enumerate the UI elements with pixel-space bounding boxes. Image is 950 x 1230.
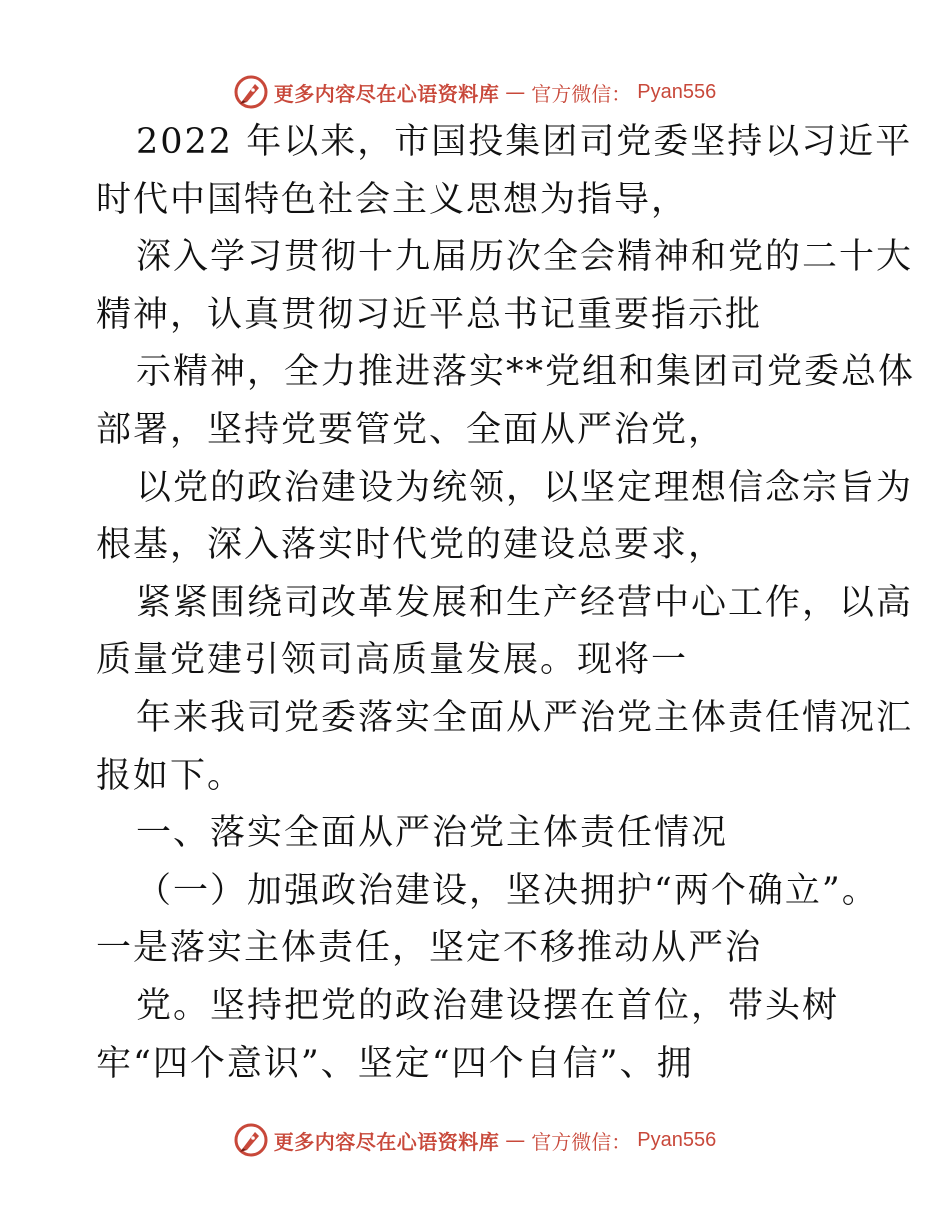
body-line: 紧紧围绕司改革发展和生产经营中心工作，以高 (136, 582, 914, 623)
body-line: 质量党建引领司高质量发展。现将一 (96, 640, 689, 681)
body-line: 深入学习贯彻十九届历次全会精神和党的二十大 (136, 237, 914, 278)
body-line: 时代中国特色社会主义思想为指导， (96, 179, 689, 220)
pen-nib-logo-icon (234, 75, 268, 109)
body-line: 一是落实主体责任，坚定不移推动从严治 (96, 928, 763, 969)
banner-wechat-label: 官方微信： (531, 81, 632, 106)
body-line: 牢“四个意识”、坚定“四个自信”、拥 (96, 1043, 694, 1084)
pen-nib-logo-icon (234, 1123, 268, 1157)
banner-wechat-id: Pyan556 (637, 80, 717, 103)
banner-site-text: 更多内容尽在心语资料库 (273, 81, 500, 106)
section-heading: 一、落实全面从严治党主体责任情况 (136, 813, 729, 854)
banner-wechat-label: 官方微信： (531, 1129, 632, 1154)
banner-site-text: 更多内容尽在心语资料库 (273, 1129, 500, 1154)
body-line: 示精神，全力推进落实**党组和集团司党委总体 (136, 352, 916, 393)
banner-separator: — (505, 80, 526, 104)
banner-wechat-id: Pyan556 (637, 1128, 717, 1151)
banner-separator: — (505, 1128, 526, 1152)
subsection-heading: （一）加强政治建设，坚决拥护“两个确立”。 (136, 870, 879, 911)
footer-banner (0, 1120, 950, 1160)
body-line: 精神，认真贯彻习近平总书记重要指示批 (96, 294, 763, 335)
body-line: 2022 年以来，市国投集团司党委坚持以习近平 (136, 122, 913, 162)
document-body (96, 122, 916, 1101)
body-line: 以党的政治建设为统领，以坚定理想信念宗旨为 (136, 467, 914, 508)
body-line: 年来我司党委落实全面从严治党主体责任情况汇 (136, 697, 914, 738)
body-line: 党。坚持把党的政治建设摆在首位，带头树 (136, 985, 840, 1026)
body-line: 报如下。 (96, 755, 245, 796)
header-banner (0, 72, 950, 112)
body-line: 部署，坚持党要管党、全面从严治党， (96, 409, 726, 450)
body-line: 根基，深入落实时代党的建设总要求， (96, 525, 726, 566)
